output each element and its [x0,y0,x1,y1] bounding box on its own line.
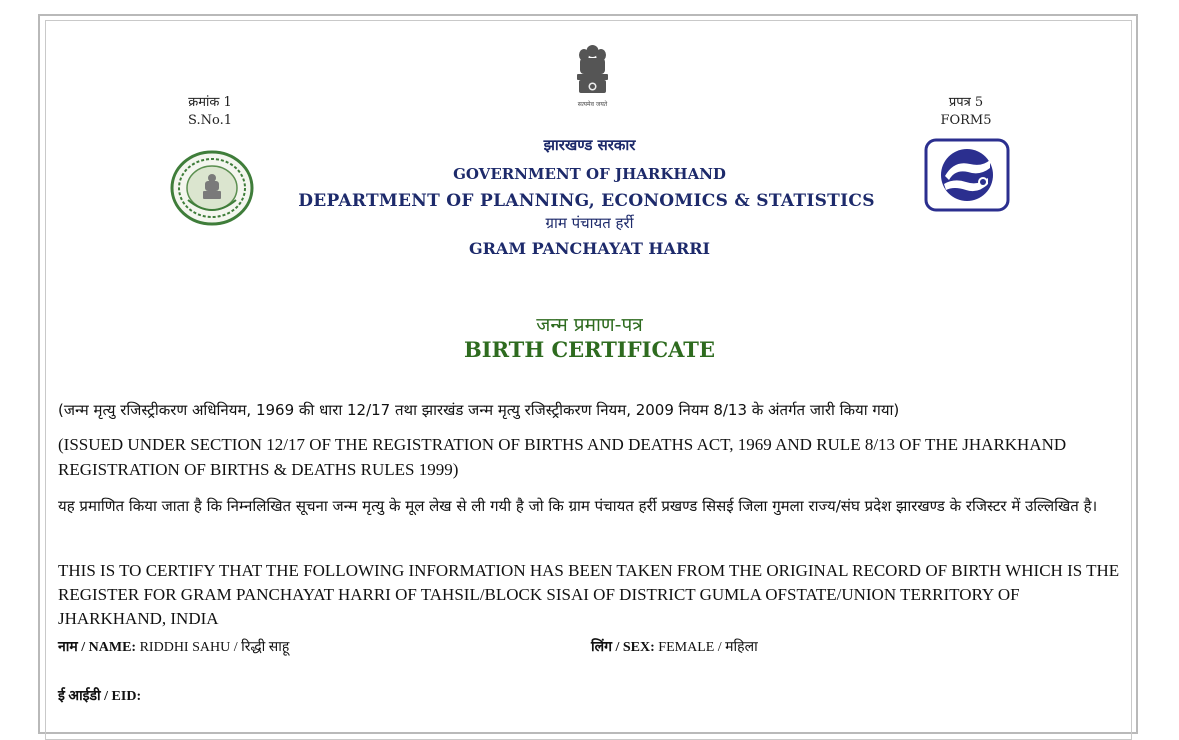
serial-number [160,94,260,130]
gram-panchayat-name: GRAM PANCHAYAT HARRI [468,239,711,258]
sex-label: लिंग / SEX: [591,640,655,655]
department-name: DEPARTMENT OF PLANNING, ECONOMICS & STATISTICS [298,191,875,211]
government-name: GOVERNMENT OF JHARKHAND [453,165,726,183]
national-emblem-icon [570,42,615,112]
eid-label: ई आईडी / EID: [58,689,142,704]
issued-statement: (ISSUED UNDER SECTION 12/17 OF THE REGISTRATION OF BIRTHS AND DEATHS ACT, 1969 AND RULE 8/13 OF THE JHARKHAND REGISTRATION OF BIRTHS & DEATHS RULES 1999) [58,435,1067,479]
issued-statement-hindi: (जन्म मृत्यु रजिस्ट्रीकरण अधिनियम, 1969 की धारा 12/17 तथा झारखंड जन्म मृत्यु रजिस्ट्रीकरण नियम, 2009 नियम 8/13 के अंतर्गत जारी किया गया) [58,401,900,419]
sex-value: FEMALE / महिला [658,640,758,655]
gram-panchayat-hindi: ग्राम पंचायत हर्री [545,214,634,232]
certify-statement: THIS IS TO CERTIFY THAT THE FOLLOWING INFORMATION HAS BEEN TAKEN FROM THE ORIGINAL RECORD OF BIRTH WHICH IS THE REGISTER FOR GRAM PANCHAYAT HARRI OF TAHSIL/BLOCK SISAI OF DISTRICT GUMLA OFSTATE/UNION TERRITORY OF JHARKHAND, INDIA [58,561,1120,628]
certify-statement-hindi: यह प्रमाणित किया जाता है कि निम्नलिखित सूचना जन्म मृत्यु के मूल लेख से ली गयी है जो कि ग्राम पंचायत हर्री प्रखण्ड सिसई जिला गुमला राज्य/संघ प्रदेश झारखण्ड के रजिस्टर में उल्लिखित है। [58,497,1098,515]
name-field [58,637,289,656]
certificate-title: BIRTH CERTIFICATE [464,337,715,362]
name-label: नाम / NAME: [58,640,137,655]
sex-field [591,637,758,656]
name-value: RIDDHI SAHU / रिद्धी साहू [139,640,290,655]
form-number [916,94,1016,130]
form-number-en: FORM5 [940,113,992,128]
serial-number-hi: क्रमांक 1 [188,95,232,110]
state-name-hindi: झारखण्ड सरकार [543,136,636,154]
eid-field [58,686,141,705]
serial-number-en: S.No.1 [188,113,232,128]
emblem-caption: सत्यमेव जयते [577,101,608,108]
form-number-hi: प्रपत्र 5 [948,95,984,110]
certificate-title-hindi: जन्म प्रमाण-पत्र [536,314,643,336]
